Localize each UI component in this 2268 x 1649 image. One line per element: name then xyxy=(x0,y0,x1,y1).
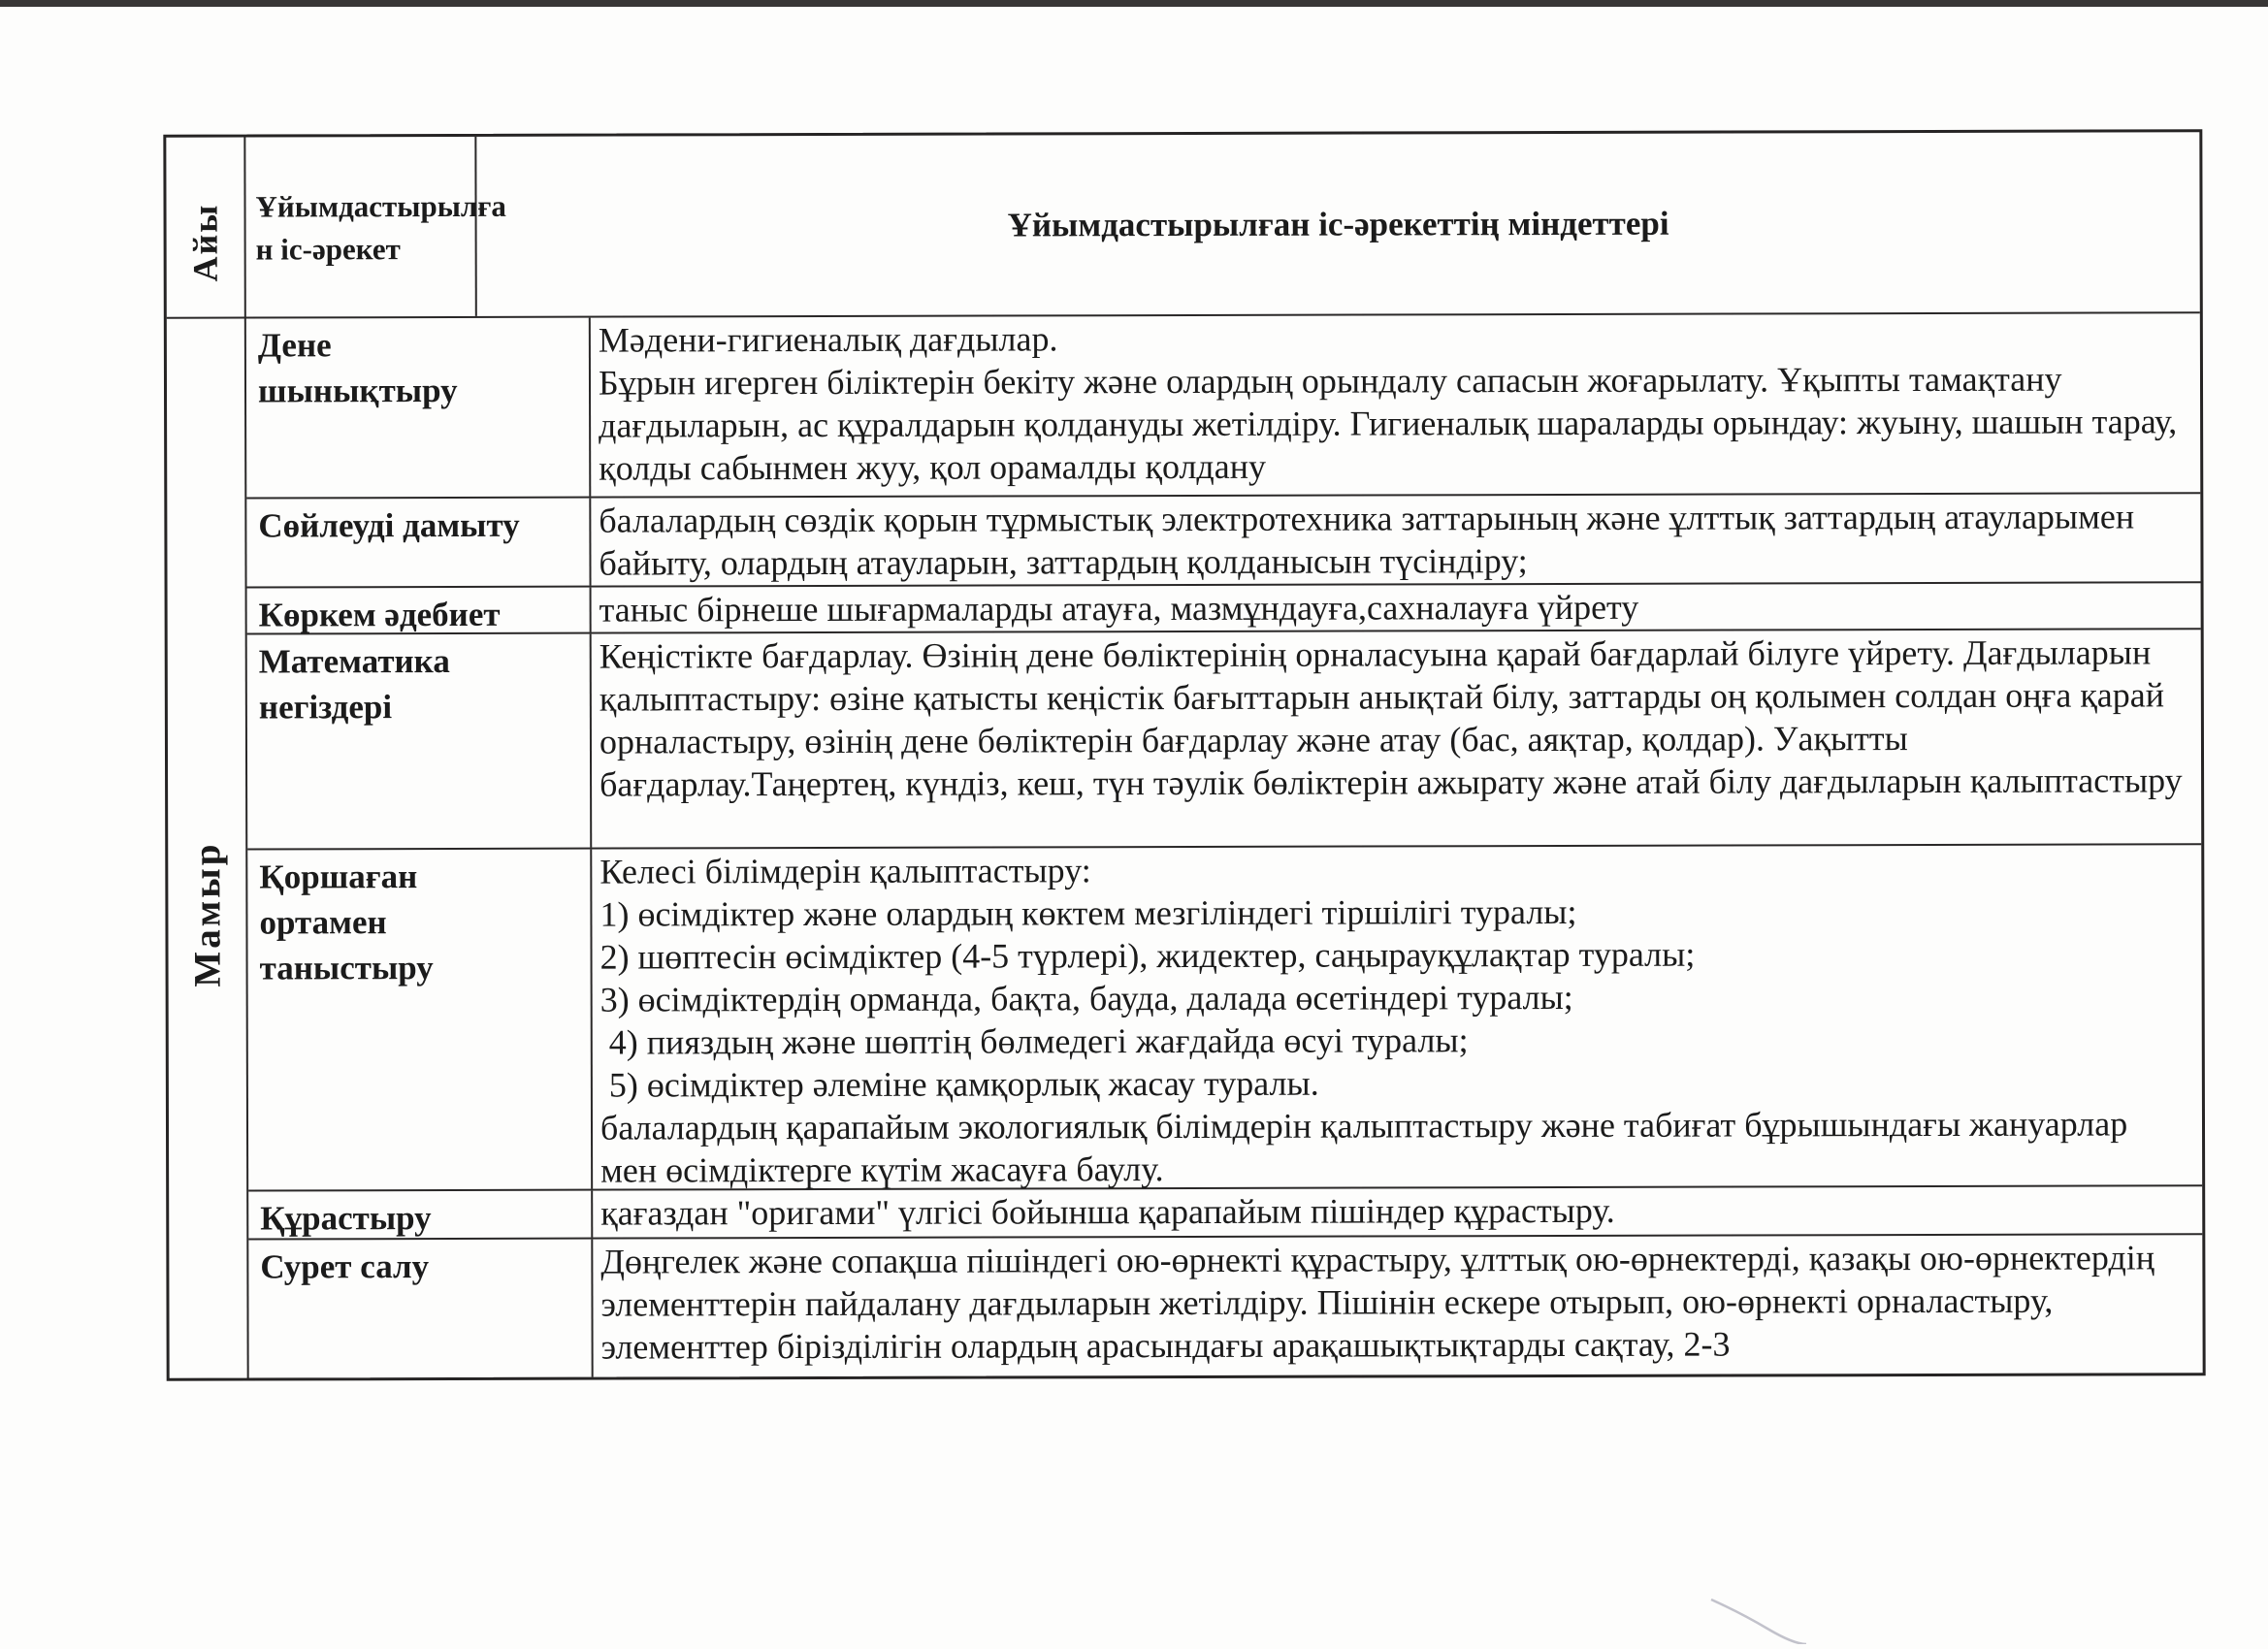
tasks-text: Дөңгелек және сопақша пішіндегі ою-өрнекті құрастыру, ұлттық ою-өрнектерді, қазақы ою-өрнектердің элементтерін пайдалану дағдыларын жетілдіру. Пішінін ескере отырып, ою-өрнекті орналастыру, элементтер бірізділігін олардың арасындағы арақашықтықтарды сақтау, 2-3 xyxy=(600,1238,2155,1367)
activity-label: Қоршаған ортамен таныстыру xyxy=(247,850,593,1190)
table-row xyxy=(246,494,2200,588)
tasks-text: қағаздан "оригами" үлгісі бойынша қарапайым пішіндер құрастыру. xyxy=(600,1190,1615,1233)
tasks-text: таныс бірнеше шығармаларды атауға, мазмұндауға,сахналауға үйрету xyxy=(599,587,1639,630)
table-row xyxy=(248,1235,2202,1377)
activity-label: Көркем әдебиет xyxy=(247,588,592,633)
activity-label: Сурет салу xyxy=(248,1240,593,1378)
table-row xyxy=(247,845,2202,1191)
month-column-header-cell xyxy=(166,138,245,317)
tasks-column-header-cell xyxy=(476,132,2199,316)
activity-label: Математика негіздері xyxy=(247,634,593,849)
table-body xyxy=(167,313,2203,1377)
scan-edge-strip xyxy=(0,0,2268,7)
activity-rows xyxy=(246,313,2203,1377)
table-header-row xyxy=(166,132,2199,318)
table-row xyxy=(246,313,2200,499)
table-row xyxy=(247,583,2201,634)
monthly-plan-table xyxy=(163,129,2205,1380)
table-row xyxy=(248,1186,2202,1240)
table-row xyxy=(247,630,2202,850)
tasks-text: балалардың сөздік қорын тұрмыстық электротехника заттарының және ұлттық заттардың атауларымен байыту, олардың атауларын, заттардың қолданысын түсіндіру; xyxy=(599,497,2135,583)
activity-column-header-label: Ұйымдастырылға н іс-әрекет xyxy=(255,188,506,267)
activity-label: Құрастыру xyxy=(248,1191,593,1239)
month-column-header-label: Айы xyxy=(185,203,225,282)
tasks-text: Келесі білімдерін қалыптастыру: 1) өсімдіктер және олардың көктем мезгіліндегі тіршілігі туралы; 2) шөптесін өсімдіктер (4-5 түрлері), жидектер, саңырауқұлақтар туралы; 3) өсімдіктердің орманда, бақта, бауда, далада өсетіндері туралы; 4) пияздың және шөптің бөлмедегі жағдайда өсуі туралы; 5) өсімдіктер әлеміне қамқорлық жасау туралы. балалардың қарапайым экологиялық білімдерін қалыптастыру және табиғат бұрышындағы жануарлар мен өсімдіктерге күтім жасауға баулу. xyxy=(599,851,2128,1190)
tasks-column-header-label: Ұйымдастырылған іс-әрекеттің міндеттері xyxy=(1007,204,1669,243)
month-label: Мамыр xyxy=(185,841,229,987)
tasks-text: Мәдени-гигиеналық дағдылар. Бұрын игерген біліктерін бекіту және олардың орындалу сапасын жоғарылату. Ұқыпты тамақтану дағдыларын, ас құралдарын қолдануды жетілдіру. Гигиеналық шараларды орындау: жуыну, шашын тарау, қолды сабынмен жуу, қол орамалды қолдану xyxy=(598,319,2178,488)
activity-column-header-cell xyxy=(245,137,506,317)
month-cell xyxy=(167,319,249,1378)
scan-pen-artifact xyxy=(1698,1586,1814,1644)
tasks-text: Кеңістікте бағдарлау. Өзінің дене бөліктерінің орналасуына қарай бағдарлай білуге үйрету. Дағдыларын қалыптастыру: өзіне қатысты кеңістік бағыттарын анықтай білу, заттарды оң қолымен солдан оңға қарай орналастыру, өзінің дене бөліктерін бағдарлау және атау (бас, аяқтар, қолдар). Уақытты бағдарлау.Таңертең, күндіз, кеш, түн тәулік бөліктерін ажырату және атай білу дағдыларын қалыптастыру xyxy=(599,632,2183,804)
activity-label: Сөйлеуді дамыту xyxy=(246,499,591,587)
activity-label: Дене шынықтыру xyxy=(246,318,591,498)
